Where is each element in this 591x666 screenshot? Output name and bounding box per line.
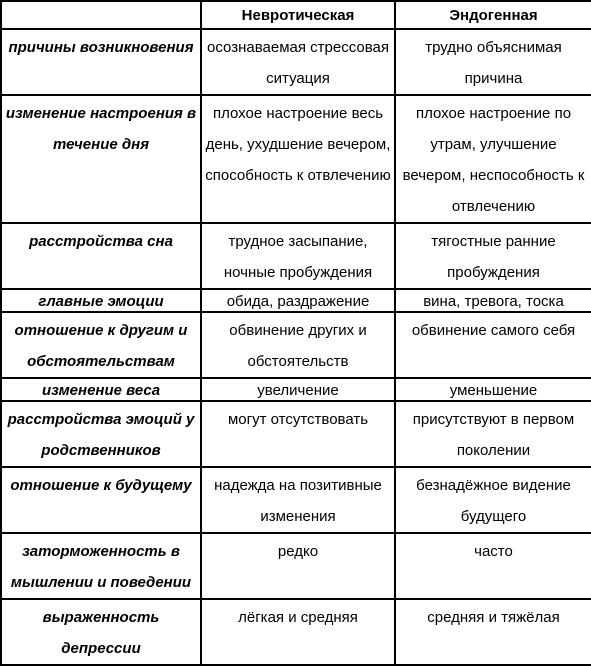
table-row xyxy=(1,378,591,401)
endogenous-cell: безнадёжное видение будущего xyxy=(395,467,591,533)
endogenous-cell: тягостные ранние пробуждения xyxy=(395,223,591,289)
header-row xyxy=(1,1,591,29)
endogenous-cell: обвинение самого себя xyxy=(395,312,591,378)
neurotic-cell: осознаваемая стрессовая ситуация xyxy=(201,29,395,95)
neurotic-cell: обвинение других и обстоятельств xyxy=(201,312,395,378)
neurotic-cell: редко xyxy=(201,533,395,599)
endogenous-cell: плохое настроение по утрам, улучшение вечером, неспособность к отвлечению xyxy=(395,95,591,223)
table-row xyxy=(1,223,591,289)
row-label: изменение веса xyxy=(1,378,201,401)
table-row xyxy=(1,29,591,95)
neurotic-cell: обида, раздражение xyxy=(201,289,395,312)
neurotic-cell: могут отсутствовать xyxy=(201,401,395,467)
header-empty-cell xyxy=(1,1,201,29)
header-endogenous: Эндогенная xyxy=(395,1,591,29)
table-row xyxy=(1,467,591,533)
table-row xyxy=(1,533,591,599)
header-neurotic: Невротическая xyxy=(201,1,395,29)
endogenous-cell: присутствуют в первом поколении xyxy=(395,401,591,467)
table-row xyxy=(1,312,591,378)
row-label: изменение настроения в течение дня xyxy=(1,95,201,223)
endogenous-cell: средняя и тяжёлая xyxy=(395,599,591,665)
row-label: выраженность депрессии xyxy=(1,599,201,665)
row-label: заторможенность в мышлении и поведении xyxy=(1,533,201,599)
row-label: отношение к другим и обстоятельствам xyxy=(1,312,201,378)
row-label: расстройства сна xyxy=(1,223,201,289)
endogenous-cell: трудно объяснимая причина xyxy=(395,29,591,95)
row-label: причины возникновения xyxy=(1,29,201,95)
table-row xyxy=(1,401,591,467)
table-row xyxy=(1,95,591,223)
endogenous-cell: часто xyxy=(395,533,591,599)
row-label: главные эмоции xyxy=(1,289,201,312)
table-row xyxy=(1,599,591,665)
endogenous-cell: вина, тревога, тоска xyxy=(395,289,591,312)
row-label: расстройства эмоций у родственников xyxy=(1,401,201,467)
table-row xyxy=(1,289,591,312)
neurotic-cell: плохое настроение весь день, ухудшение вечером, способность к отвлечению xyxy=(201,95,395,223)
neurotic-cell: лёгкая и средняя xyxy=(201,599,395,665)
endogenous-cell: уменьшение xyxy=(395,378,591,401)
neurotic-cell: надежда на позитивные изменения xyxy=(201,467,395,533)
neurotic-cell: увеличение xyxy=(201,378,395,401)
neurotic-cell: трудное засыпание, ночные пробуждения xyxy=(201,223,395,289)
row-label: отношение к будущему xyxy=(1,467,201,533)
